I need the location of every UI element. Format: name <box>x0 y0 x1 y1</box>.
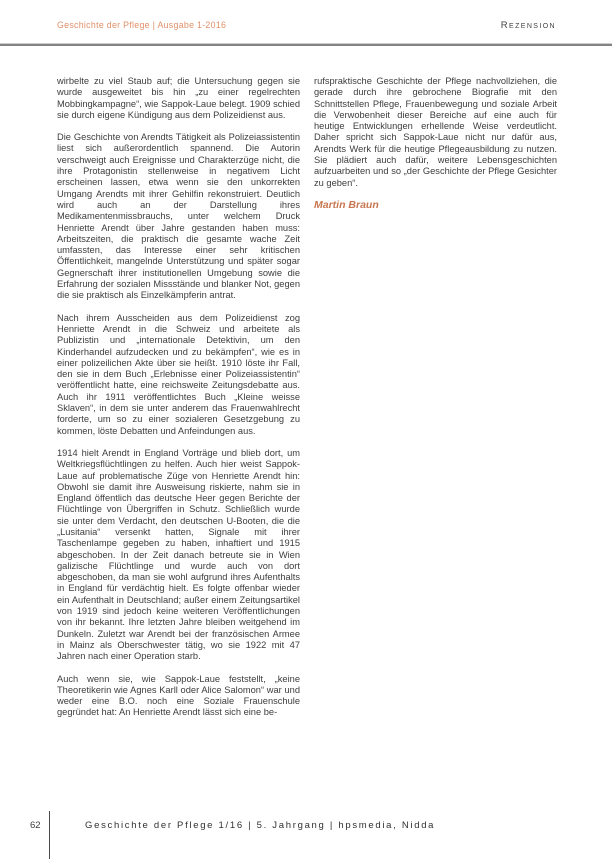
paragraph: Auch wenn sie, wie Sappok-Laue feststellt, „keine Theoretikerin wie Agnes Karll oder Alice Salomon“ war und weder eine B.O. noch eine Soziale Frauenschule gegründet hat: An Henriette Arendt lässt sich eine be- <box>57 673 300 718</box>
page-number: 62 <box>30 820 41 831</box>
paragraph: rufspraktische Geschichte der Pflege nachvollziehen, die gerade durch ihre gebrochene Biografie mit den Schnittstellen Pflege, Frauenbewegung und soziale Arbeit die Verwobenheit dieser Bereiche auf eine auch für heutige Entwicklungen erhellende Weise verdeutlicht. Daher spricht sich Sappok-Laue nicht nur dafür aus, Arendts Werk für die heutige Pflegeausbildung zu nutzen. Sie plädiert auch dafür, weitere Lebensgeschichten aufzuarbeiten und so „der Geschichte der Pflege Gesichter zu geben“. <box>314 76 557 188</box>
page-footer <box>0 811 612 859</box>
paragraph: Nach ihrem Ausscheiden aus dem Polizeidienst zog Henriette Arendt in die Schweiz und arbeitete als Publizistin und „internationale Detektivin, um den Kinderhandel aufzudecken und zu bekämpfen“, wie es in einer polizeilichen Akte über sie heißt. 1910 löste ihr Fall, den sie in dem Buch „Erlebnisse einer Polizeiassistentin“ veröffentlicht hatte, eine reichsweite Zeitungsdebatte aus. Auch ihr 1911 veröffentlichtes Buch „Kleine weisse Sklaven“, in dem sie unter anderem das Frauenwahlrecht forderte, um so zu einer sozialeren Gesetzgebung zu kommen, löste Debatten und Anfeindungen aus. <box>57 312 300 436</box>
page-header <box>57 20 556 31</box>
article-body <box>57 76 558 730</box>
author-name: Martin Braun <box>314 198 379 211</box>
header-rule <box>0 43 612 46</box>
left-column <box>57 76 300 730</box>
paragraph: Die Geschichte von Arendts Tätigkeit als Polizeiassistentin liest sich außerordentlich spannend. Die Autorin verschweigt auch Ereignisse und Charakterzüge nicht, die ihre Protagonistin stellenweise in negativem Licht erscheinen lassen, etwa wenn sie den unkorrekten Umgang Arendts mit ihrer Gehilfin rekonstruiert. Deutlich wird auch an der Darstellung ihres Medikamentenmissbrauchs, unter welchem Druck Henriette Arendt über Jahre gestanden haben muss: Arbeitszeiten, die praktisch die gesamte wache Zeit umfassten, das Interesse einer sehr kritischen Öffentlichkeit, mangelnde Unterstützung und später sogar Gegnerschaft ihrer institutionellen Umgebung sowie die Erfahrung der sozialen Missstände und blanker Not, gegen die sie praktisch als Einzelkämpferin antrat. <box>57 132 300 301</box>
footer-journal-info: Geschichte der Pflege 1/16 | 5. Jahrgang | hpsmedia, Nidda <box>85 820 436 831</box>
footer-divider <box>49 811 50 859</box>
right-column <box>314 76 557 730</box>
section-label: Rezension <box>500 20 556 31</box>
journal-title: Geschichte der Pflege | Ausgabe 1-2016 <box>57 20 227 30</box>
paragraph: 1914 hielt Arendt in England Vorträge und blieb dort, um Weltkriegsflüchtlingen zu helfen. Auch hier weist Sappok-Laue auf problematische Züge von Henriette Arendt hin: Obwohl sie damit ihre Ausweisung riskierte, nahm sie in England öffentlich das deutsche Heer gegen Berichte der Flüchtlinge von Übergriffen in Schutz. Schließlich wurde sie unter dem Verdacht, den deutschen U-Booten, die die „Lusitania“ versenkt hatten, Signale mit ihrer Taschenlampe gegeben zu haben, inhaftiert und 1915 abgeschoben. In der Zeit danach betreute sie in Wien galizische Flüchtlinge und wurde auch von dort abgeschoben, da man sie wohl aufgrund ihres Aufenthalts in England für verdächtig hielt. Es folgte offenbar wieder ein Aufenthalt in Deutschland; außer einem Zeitungsartikel von 1919 sind jedoch keine weiteren Veröffentlichungen von ihr bekannt. Ihre letzten Jahre bleiben weitgehend im Dunkeln. Zuletzt war Arendt bei der französischen Armee in Mainz als Oberschwester tätig, wo sie 1922 mit 47 Jahren nach einer Operation starb. <box>57 447 300 662</box>
paragraph: wirbelte zu viel Staub auf; die Untersuchung gegen sie wurde ausgeweitet bis hin „zu einer regelrechten Mobbingkampagne“, wie Sappok-Laue belegt. 1909 schied sie durch eigene Kündigung aus dem Polizeidienst aus. <box>57 76 300 120</box>
